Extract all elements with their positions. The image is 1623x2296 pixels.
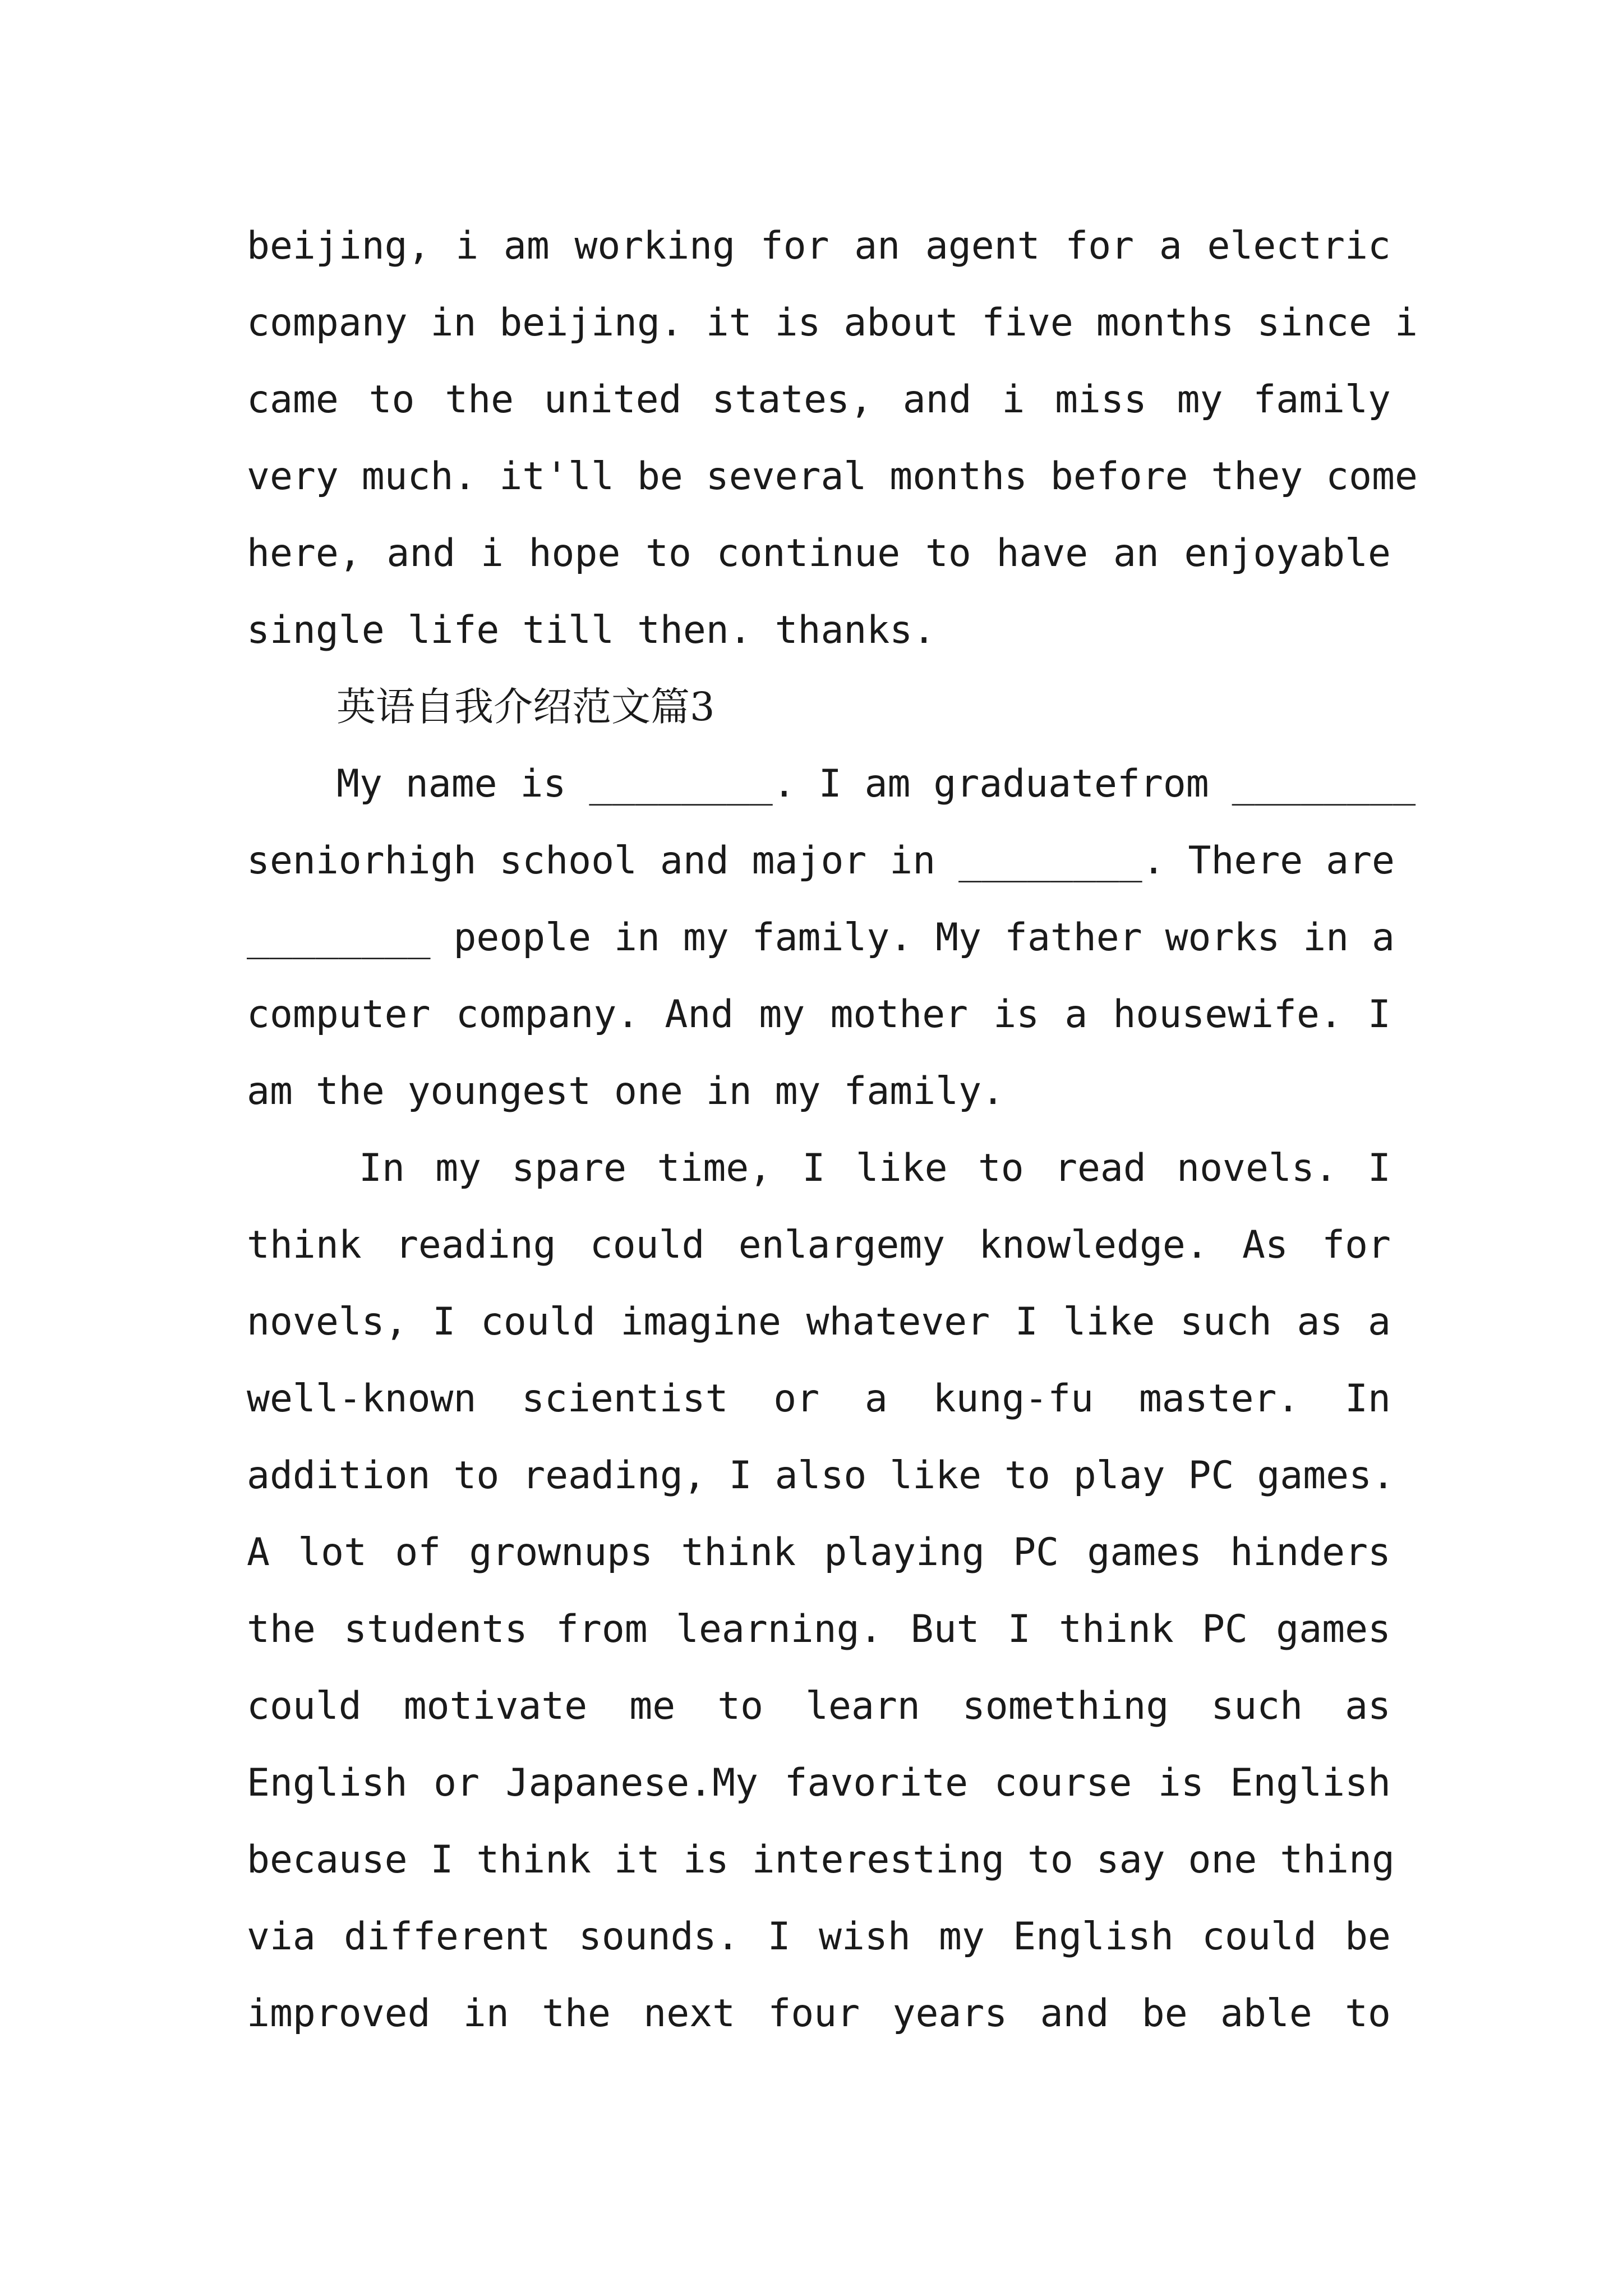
paragraph-line: novels, I could imagine whatever I like such as a [247, 1300, 1391, 1344]
paragraph-line: think reading could enlargemy knowledge. As for [247, 1223, 1391, 1267]
paragraph-line: beijing, i am working for an agent for a electric [247, 224, 1391, 268]
paragraph-line: company in beijing. it is about five months since i [247, 301, 1418, 345]
paragraph-line: ________ people in my family. My father works in a [247, 915, 1395, 960]
paragraph-line: well-known scientist or a kung-fu master. In [247, 1377, 1391, 1421]
paragraph-line: could motivate me to learn something such as [247, 1684, 1391, 1728]
paragraph-line: A lot of grownups think playing PC games hinders [247, 1530, 1391, 1575]
paragraph-line: improved in the next four years and be able to [247, 1991, 1391, 2036]
paragraph-line: single life till then. thanks. [247, 608, 936, 652]
paragraph-line: computer company. And my mother is a housewife. I [247, 992, 1391, 1037]
paragraph-line: here, and i hope to continue to have an enjoyable [247, 531, 1391, 576]
section-heading: 英语自我介绍范文篇3 [336, 684, 715, 730]
paragraph-line: English or Japanese.My favorite course is English [247, 1761, 1391, 1805]
paragraph-line: am the youngest one in my family. [247, 1069, 1005, 1114]
paragraph-line: the students from learning. But I think PC games [247, 1607, 1391, 1651]
paragraph-line: via different sounds. I wish my English could be [247, 1915, 1391, 1959]
paragraph-line: very much. it'll be several months before they come [247, 454, 1418, 499]
paragraph-line: came to the united states, and i miss my family [247, 378, 1391, 422]
paragraph-line: addition to reading, I also like to play PC games. [247, 1453, 1395, 1498]
paragraph-line: My name is ________. I am graduatefrom ________ [336, 762, 1416, 806]
paragraph-line: seniorhigh school and major in ________. There are [247, 839, 1395, 883]
paragraph-line: In my spare time, I like to read novels. I [359, 1146, 1391, 1190]
paragraph-line: because I think it is interesting to say one thing [247, 1838, 1395, 1882]
